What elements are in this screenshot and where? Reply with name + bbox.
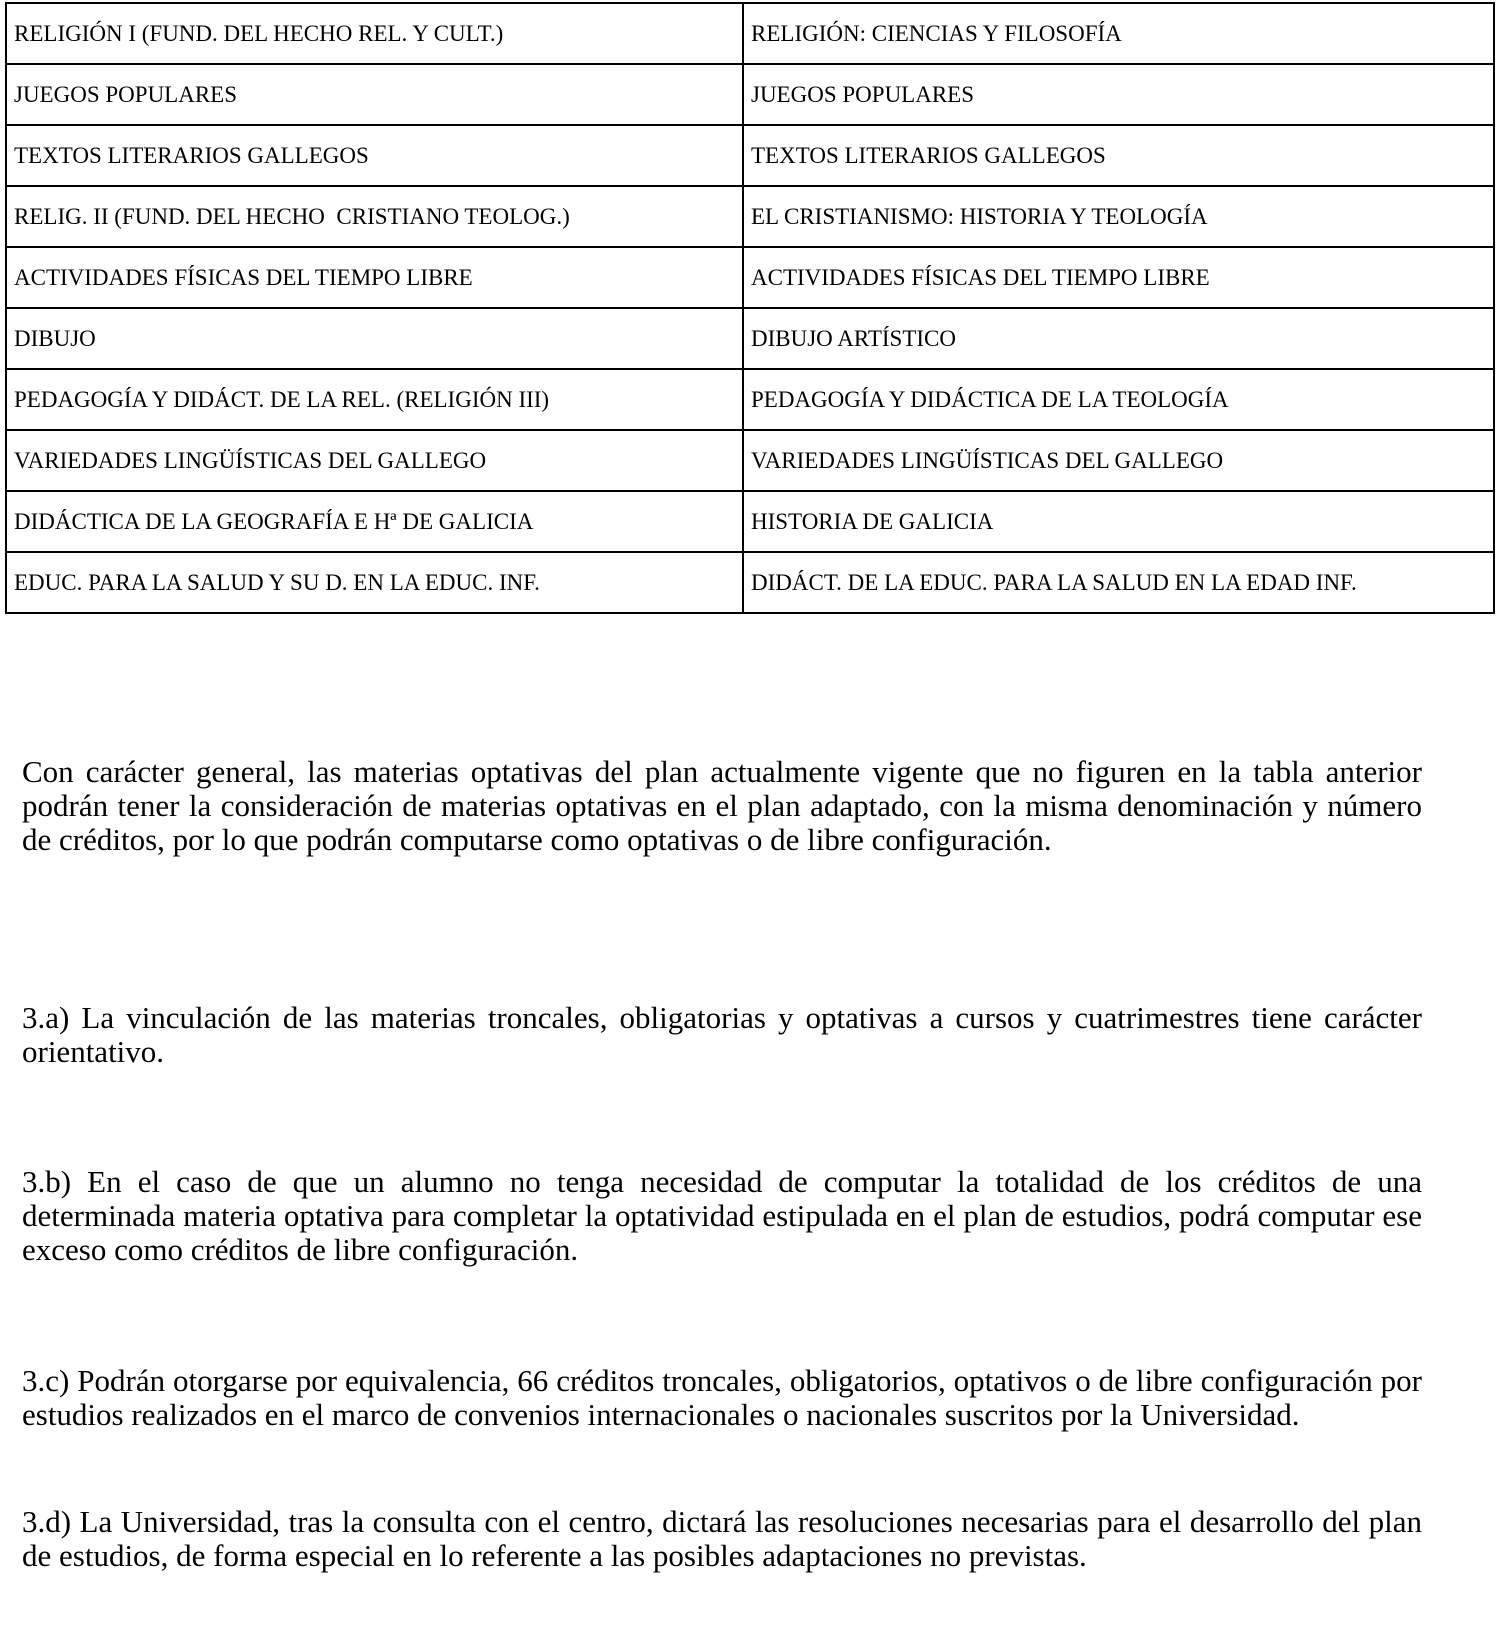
table-row <box>6 552 1494 613</box>
new-subject-cell: TEXTOS LITERARIOS GALLEGOS <box>743 125 1494 186</box>
equivalence-table <box>5 2 1495 614</box>
new-subject-cell: DIBUJO ARTÍSTICO <box>743 308 1494 369</box>
new-subject-cell: JUEGOS POPULARES <box>743 64 1494 125</box>
old-subject-cell: VARIEDADES LINGÜÍSTICAS DEL GALLEGO <box>6 430 743 491</box>
old-subject-cell: DIBUJO <box>6 308 743 369</box>
table-row <box>6 491 1494 552</box>
new-subject-cell: HISTORIA DE GALICIA <box>743 491 1494 552</box>
table-row <box>6 3 1494 64</box>
table-row <box>6 247 1494 308</box>
old-subject-cell: RELIGIÓN I (FUND. DEL HECHO REL. Y CULT.) <box>6 3 743 64</box>
table-row <box>6 430 1494 491</box>
new-subject-cell: DIDÁCT. DE LA EDUC. PARA LA SALUD EN LA EDAD INF. <box>743 552 1494 613</box>
old-subject-cell: DIDÁCTICA DE LA GEOGRAFÍA E Hª DE GALICIA <box>6 491 743 552</box>
new-subject-cell: ACTIVIDADES FÍSICAS DEL TIEMPO LIBRE <box>743 247 1494 308</box>
general-paragraph: Con carácter general, las materias optativas del plan actualmente vigente que no figuren en la tabla anterior podrán tener la consideración de materias optativas en el plan adaptado, con la misma denominación y número de créditos, por lo que podrán computarse como optativas o de libre configuración. <box>22 754 1422 857</box>
paragraph-3c: 3.c) Podrán otorgarse por equivalencia, 66 créditos troncales, obligatorios, optativos o de libre configuración por estudios realizados en el marco de convenios internacionales o nacionales suscritos por la Universidad. <box>22 1363 1422 1432</box>
table-row <box>6 369 1494 430</box>
old-subject-cell: EDUC. PARA LA SALUD Y SU D. EN LA EDUC. INF. <box>6 552 743 613</box>
old-subject-cell: TEXTOS LITERARIOS GALLEGOS <box>6 125 743 186</box>
table-row <box>6 186 1494 247</box>
table-row <box>6 308 1494 369</box>
new-subject-cell: RELIGIÓN: CIENCIAS Y FILOSOFÍA <box>743 3 1494 64</box>
table-row <box>6 125 1494 186</box>
paragraph-3d: 3.d) La Universidad, tras la consulta con el centro, dictará las resoluciones necesarias para el desarrollo del plan de estudios, de forma especial en lo referente a las posibles adaptaciones no previstas. <box>22 1504 1422 1573</box>
new-subject-cell: VARIEDADES LINGÜÍSTICAS DEL GALLEGO <box>743 430 1494 491</box>
table-row <box>6 64 1494 125</box>
paragraph-3b: 3.b) En el caso de que un alumno no tenga necesidad de computar la totalidad de los créditos de una determinada materia optativa para completar la optatividad estipulada en el plan de estudios, podrá computar ese exceso como créditos de libre configuración. <box>22 1164 1422 1267</box>
new-subject-cell: PEDAGOGÍA Y DIDÁCTICA DE LA TEOLOGÍA <box>743 369 1494 430</box>
new-subject-cell: EL CRISTIANISMO: HISTORIA Y TEOLOGÍA <box>743 186 1494 247</box>
old-subject-cell: ACTIVIDADES FÍSICAS DEL TIEMPO LIBRE <box>6 247 743 308</box>
old-subject-cell: PEDAGOGÍA Y DIDÁCT. DE LA REL. (RELIGIÓN III) <box>6 369 743 430</box>
paragraph-3a: 3.a) La vinculación de las materias troncales, obligatorias y optativas a cursos y cuatrimestres tiene carácter orientativo. <box>22 1000 1422 1069</box>
old-subject-cell: RELIG. II (FUND. DEL HECHO CRISTIANO TEOLOG.) <box>6 186 743 247</box>
old-subject-cell: JUEGOS POPULARES <box>6 64 743 125</box>
